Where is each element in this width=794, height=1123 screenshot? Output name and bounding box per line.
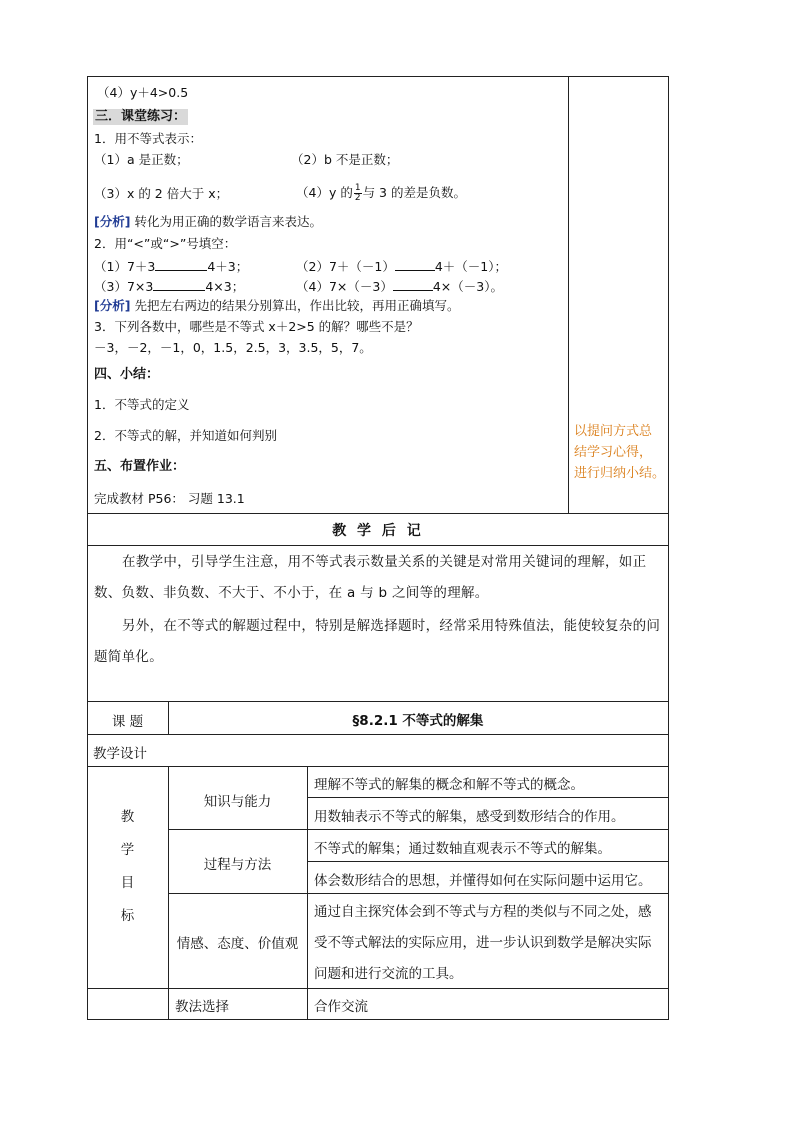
analysis-2-text: 先把左右两边的结果分别算出，作出比较，再用正确填写。 [134, 298, 460, 313]
emotion-line: 通过自主探究体会到不等式与方程的类似与不同之处，感 [314, 904, 652, 920]
exercise-2-item-1: （1）7＋3 4＋3； [94, 259, 249, 274]
exercise-1-title: 1．用不等式表示： [94, 131, 202, 146]
side-note-line: 结学习心得， [574, 445, 653, 460]
knowledge-label: 知识与能力 [203, 794, 272, 810]
process-item-2: 体会数形结合的思想，并懂得如何在实际问题中运用它。 [314, 873, 652, 889]
postscript-title: 教 学 后 记 [332, 523, 424, 539]
side-note-line: 以提问方式总 [574, 424, 653, 439]
summary-item-2: 2．不等式的解，并知道如何判别 [94, 428, 277, 443]
exercise-1-item-4-post: 与 3 的差是负数。 [362, 185, 466, 200]
goals-char: 学 [120, 842, 135, 858]
row-divider [307, 797, 669, 798]
analysis-1-text: 转化为用正确的数学语言来表达。 [134, 214, 322, 229]
row-divider [87, 513, 669, 514]
method-value: 合作交流 [314, 999, 368, 1015]
summary-item-1: 1．不等式的定义 [94, 397, 190, 412]
row-divider [168, 893, 669, 894]
row-divider [307, 861, 669, 862]
exercise-1-item-2: （2）b 不是正数； [291, 152, 399, 167]
postscript-line: 数、负数、非负数、不大于、不小于，在 a 与 b 之间等的理解。 [94, 585, 489, 601]
postscript-line: 另外，在不等式的解题过程中，特别是解选择题时，经常采用特殊值法，能使较复杂的问 [122, 618, 661, 634]
process-item-1: 不等式的解集；通过数轴直观表示不等式的解集。 [314, 841, 611, 857]
knowledge-item-2: 用数轴表示不等式的解集，感受到数形结合的作用。 [314, 809, 625, 825]
emotion-line: 问题和进行交流的工具。 [314, 966, 463, 982]
exercise-1-item-1: （1）a 是正数； [94, 152, 189, 167]
exercise-3-title: 3．下列各数中，哪些是不等式 x＋2>5 的解？哪些不是？ [94, 319, 419, 334]
row-divider [87, 766, 669, 767]
section-4-title: 四、小结： [94, 367, 160, 382]
previous-item-line: （4）y＋4>0.5 [97, 85, 189, 100]
exercise-2-item-2: （2）7＋（－1） 4＋（－1）； [296, 259, 508, 274]
table-border-top [87, 76, 669, 77]
analysis-tag: [分析] [94, 214, 131, 229]
side-note-line: 进行归纳小结。 [574, 466, 666, 481]
process-label: 过程与方法 [203, 857, 272, 873]
goals-label [87, 801, 168, 933]
exercise-2-title: 2．用“<”或“>”号填空： [94, 236, 237, 251]
row-divider [87, 734, 669, 735]
analysis-1 [94, 214, 322, 230]
side-note [574, 421, 665, 484]
side-column-divider [568, 76, 569, 513]
lesson-label: 课 题 [111, 714, 144, 730]
method-label: 教法选择 [175, 999, 229, 1015]
analysis-tag: [分析] [94, 298, 131, 313]
knowledge-item-1: 理解不等式的解集的概念和解不等式的概念。 [314, 777, 584, 793]
exercise-1-item-4-pre: （4）y 的 [296, 185, 353, 200]
lesson-title: §8.2.1 不等式的解集 [352, 713, 484, 729]
row-divider [168, 829, 669, 830]
emotion-line: 受不等式解法的实际应用，进一步认识到数学是解决实际 [314, 935, 652, 951]
exercise-2-item-3: （3）7×3 4×3； [94, 279, 245, 294]
row-divider [87, 701, 669, 702]
fraction-one-half: $\frac{1}{2}$ [354, 183, 361, 203]
table-border-bottom [87, 1019, 669, 1020]
goals-char: 教 [120, 809, 135, 825]
goals-char: 标 [120, 908, 135, 924]
design-label: 教学设计 [93, 746, 147, 762]
exercise-1-item-4 [296, 180, 466, 206]
section-3-title: 三．课堂练习： [95, 109, 187, 124]
postscript-line: 题简单化。 [94, 649, 163, 665]
table-border-right [668, 76, 669, 1020]
emotion-text [314, 897, 652, 990]
exercise-3-numbers: －3，－2，－1，0，1.5，2.5，3，3.5，5，7。 [94, 340, 372, 355]
goals-char: 目 [120, 875, 135, 891]
section-5-title: 五、布置作业： [94, 459, 186, 474]
postscript-line: 在教学中，引导学生注意，用不等式表示数量关系的关键是对常用关键词的理解，如正 [122, 554, 647, 570]
analysis-2 [94, 298, 459, 314]
exercise-2-item-4: （4）7×（－3） 4×（－3）。 [296, 279, 503, 294]
homework-text: 完成教材 P56： 习题 13.1 [94, 491, 245, 506]
exercise-1-item-3: （3）x 的 2 倍大于 x； [94, 186, 229, 201]
emotion-label: 情感、态度、价值观 [176, 936, 299, 952]
